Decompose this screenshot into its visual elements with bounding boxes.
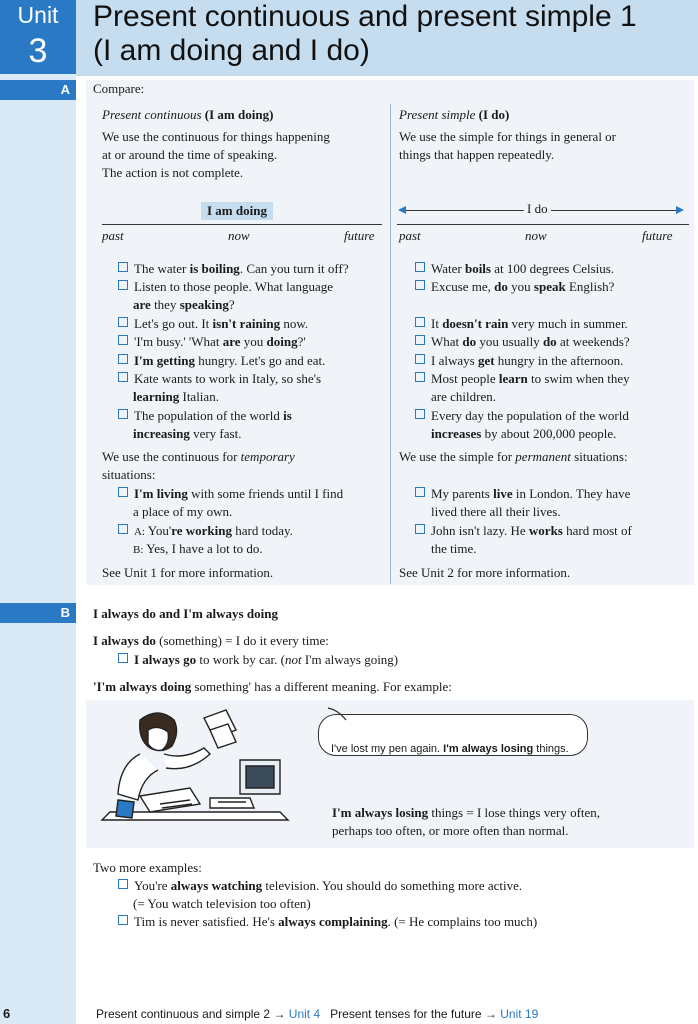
woman-at-desk-illustration <box>100 700 300 840</box>
timeline-future-left: future <box>344 228 375 243</box>
right-intro-2: things that happen repeatedly. <box>399 147 555 162</box>
see-unit-2: See Unit 2 for more information. <box>399 565 571 580</box>
unit-word: Unit <box>17 2 59 28</box>
left-intro-3: The action is not complete. <box>102 165 244 180</box>
left-example: I'm getting hungry. Let's go and eat. <box>118 352 325 370</box>
right-example: Water boils at 100 degrees Celsius. <box>415 260 614 278</box>
unit-19-link[interactable]: Unit 19 <box>500 1007 539 1021</box>
timeline-label-right: I do <box>524 201 551 217</box>
speech-bubble-tail <box>326 706 356 722</box>
left-example: The water is boiling. Can you turn it off? <box>118 260 349 278</box>
right-example: I always get hungry in the afternoon. <box>415 352 623 370</box>
footer-links: Present continuous and simple 2 → Unit 4 Present tenses for the future → Unit 19 <box>96 1007 539 1021</box>
more-example: Tim is never satisfied. He's always complaining. (= He complains too much) <box>118 913 537 931</box>
margin-band <box>0 0 76 1024</box>
speech-bubble-text: I've lost my pen again. I'm always losing things. <box>331 743 569 755</box>
timeline-label-left: I am doing <box>201 202 273 220</box>
right-example: Excuse me, do you speak English? <box>415 278 614 296</box>
timeline-future-right: future <box>642 228 673 243</box>
title-line-2: (I am doing and I do) <box>93 34 370 67</box>
right-example-cont: the time. <box>431 541 477 556</box>
right-example-cont: are children. <box>431 389 496 404</box>
more-example-cont: (= You watch television too often) <box>133 896 311 911</box>
left-example-cont: B: Yes, I have a lot to do. <box>133 541 263 556</box>
left-example: Listen to those people. What language <box>118 278 333 296</box>
timeline-now-left: now <box>228 228 250 243</box>
right-example-cont: lived there all their lives. <box>431 504 561 519</box>
page-number: 6 <box>3 1006 11 1021</box>
right-example: My parents live in London. They have <box>415 485 630 503</box>
left-example: The population of the world is <box>118 407 292 425</box>
left-example: A: You're working hard today. <box>118 522 293 541</box>
right-example-cont: increases by about 200,000 people. <box>431 426 617 441</box>
unit-badge <box>0 0 76 74</box>
meaning-line-2: perhaps too often, or more often than normal. <box>332 823 569 838</box>
two-more-examples: Two more examples: <box>93 860 202 875</box>
left-example-cont: increasing very fast. <box>133 426 242 441</box>
right-heading: Present simple (I do) <box>399 107 510 122</box>
permanent-note: We use the simple for permanent situations: <box>399 449 628 464</box>
left-intro-1: We use the continuous for things happening <box>102 129 330 144</box>
left-example: I'm living with some friends until I find <box>118 485 343 503</box>
left-example: Let's go out. It isn't raining now. <box>118 315 308 333</box>
column-divider <box>390 104 391 584</box>
right-example: What do you usually do at weekends? <box>415 333 630 351</box>
always-example: I always go to work by car. (not I'm always going) <box>118 651 398 669</box>
left-example: Kate wants to work in Italy, so she's <box>118 370 321 388</box>
different-meaning: 'I'm always doing something' has a different meaning. For example: <box>93 679 452 694</box>
temporary-note-2: situations: <box>102 467 156 482</box>
timeline-now-right: now <box>525 228 547 243</box>
see-unit-1: See Unit 1 for more information. <box>102 565 274 580</box>
right-intro-1: We use the simple for things in general or <box>399 129 617 144</box>
section-a-tab: A <box>0 80 76 100</box>
arrow-right-icon <box>676 206 684 214</box>
right-example: Every day the population of the world <box>415 407 629 425</box>
section-b-heading: I always do and I'm always doing <box>93 606 278 621</box>
right-example: John isn't lazy. He works hard most of <box>415 522 632 540</box>
title-line-1: Present continuous and present simple 1 <box>93 0 637 33</box>
meaning-line-1: I'm always losing things = I lose things very often, <box>332 805 601 820</box>
unit-number: 3 <box>28 32 48 70</box>
timeline-past-right: past <box>399 228 421 243</box>
more-example: You're always watching television. You should do something more active. <box>118 877 522 895</box>
timeline-right <box>397 224 689 225</box>
left-example: 'I'm busy.' 'What are you doing?' <box>118 333 306 351</box>
right-example: Most people learn to swim when they <box>415 370 630 388</box>
left-intro-2: at or around the time of speaking. <box>102 147 278 162</box>
compare-label: Compare: <box>93 81 145 96</box>
timeline-past-left: past <box>102 228 124 243</box>
left-example-cont: are they speaking? <box>133 297 235 312</box>
arrow-left-icon <box>398 206 406 214</box>
right-example: It doesn't rain very much in summer. <box>415 315 628 333</box>
left-heading: Present continuous (I am doing) <box>102 107 274 122</box>
section-b-tab: B <box>0 603 76 623</box>
left-example-cont: learning Italian. <box>133 389 219 404</box>
left-example-cont: a place of my own. <box>133 504 233 519</box>
temporary-note: We use the continuous for temporary <box>102 449 295 464</box>
always-definition: I always do (something) = I do it every time: <box>93 633 329 648</box>
timeline-left <box>102 224 382 225</box>
unit-4-link[interactable]: Unit 4 <box>288 1007 321 1021</box>
page-title <box>93 0 693 68</box>
